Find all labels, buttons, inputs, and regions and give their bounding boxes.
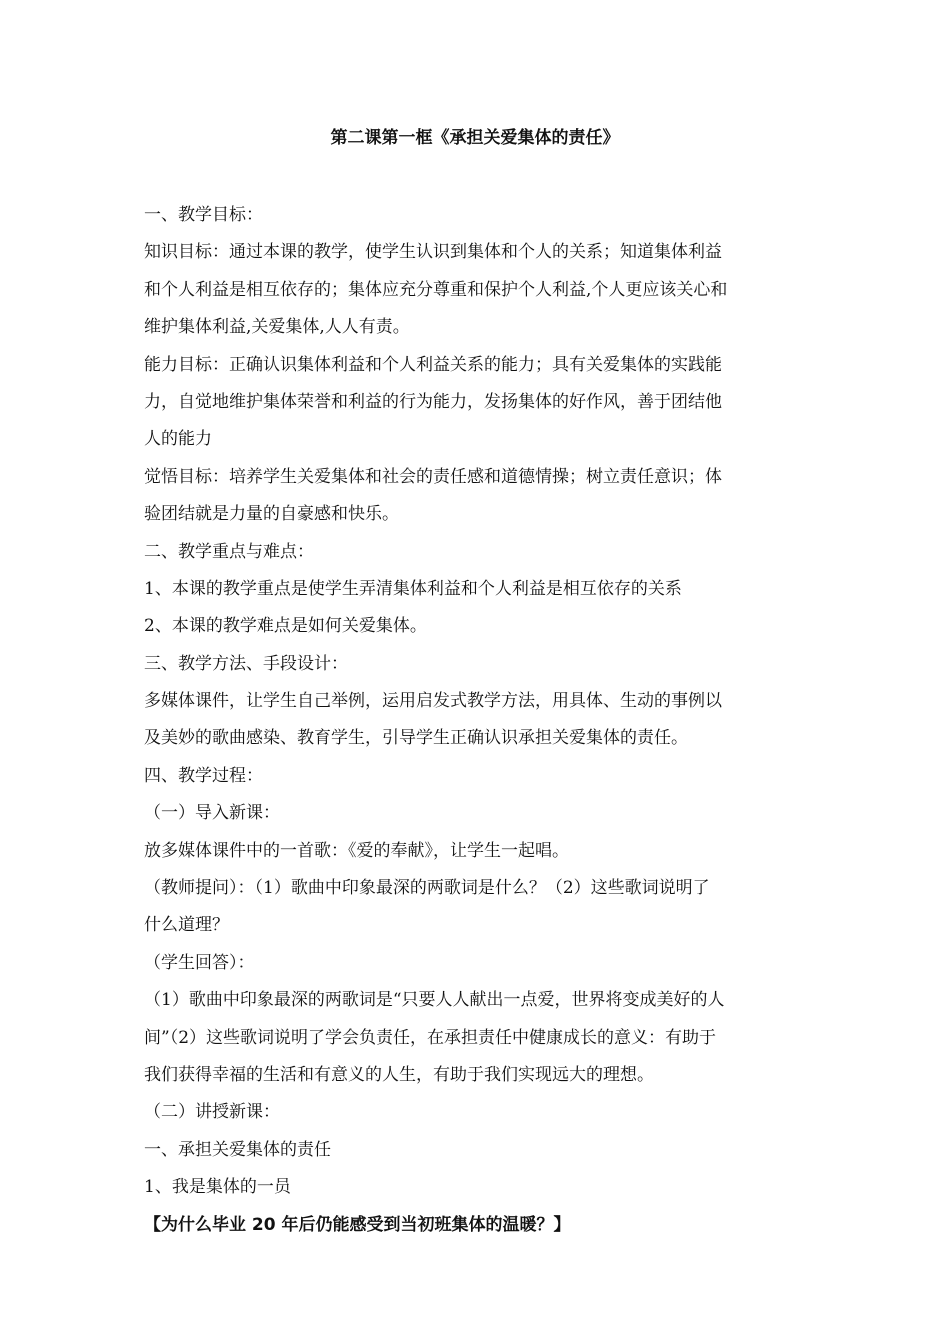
paragraph-line: 力，自觉地维护集体荣誉和利益的行为能力，发扬集体的好作风，善于团结他 <box>144 391 722 412</box>
paragraph-line: 1、本课的教学重点是使学生弄清集体利益和个人利益是相互依存的关系 <box>144 578 682 599</box>
paragraph-line: 放多媒体课件中的一首歌：《爱的奉献》，让学生一起唱。 <box>144 840 569 861</box>
question-line: 【为什么毕业 20 年后仍能感受到当初班集体的温暖？】 <box>144 1214 571 1235</box>
document-body <box>144 197 810 1244</box>
paragraph-line: 觉悟目标：培养学生关爱集体和社会的责任感和道德情操；树立责任意识；体 <box>144 466 722 487</box>
section-heading-methods: 三、教学方法、手段设计： <box>144 653 348 674</box>
paragraph-line: 我们获得幸福的生活和有意义的人生，有助于我们实现远大的理想。 <box>144 1064 654 1085</box>
paragraph-line: 和个人利益是相互依存的；集体应充分尊重和保护个人利益,个人更应该关心和 <box>144 279 728 300</box>
paragraph-line: 2、本课的教学难点是如何关爱集体。 <box>144 616 427 637</box>
section-heading-process: 四、教学过程： <box>144 765 263 786</box>
paragraph-line: 人的能力 <box>144 429 212 450</box>
paragraph-line: 一、承担关爱集体的责任 <box>144 1139 331 1160</box>
paragraph-line: 1、我是集体的一员 <box>144 1177 291 1198</box>
section-heading-objectives: 一、教学目标： <box>144 205 263 225</box>
paragraph-line: 能力目标：正确认识集体利益和个人利益关系的能力；具有关爱集体的实践能 <box>144 354 722 375</box>
paragraph-line: （学生回答）： <box>144 952 255 973</box>
paragraph-line: （教师提问）：（1）歌曲中印象最深的两歌词是什么？（2）这些歌词说明了 <box>144 878 710 899</box>
paragraph-line: （1）歌曲中印象最深的两歌词是“只要人人献出一点爱，世界将变成美好的人 <box>144 990 725 1011</box>
paragraph-line: 什么道理？ <box>144 915 229 936</box>
paragraph-line: 验团结就是力量的自豪感和快乐。 <box>144 504 399 525</box>
document-title: 第二课第一框《承担关爱集体的责任》 <box>330 128 620 148</box>
paragraph-line: 知识目标：通过本课的教学，使学生认识到集体和个人的关系；知道集体利益 <box>144 242 722 263</box>
subsection-heading-intro: （一）导入新课： <box>144 803 280 824</box>
paragraph-line: 维护集体利益,关爱集体,人人有责。 <box>144 317 410 338</box>
section-heading-key-points: 二、教学重点与难点： <box>144 541 314 562</box>
paragraph-line: 及美妙的歌曲感染、教育学生，引导学生正确认识承担关爱集体的责任。 <box>144 728 688 749</box>
subsection-heading-new-lesson: （二）讲授新课： <box>144 1102 280 1123</box>
paragraph-line: 间”（2）这些歌词说明了学会负责任，在承担责任中健康成长的意义：有助于 <box>144 1027 717 1048</box>
paragraph-line: 多媒体课件，让学生自己举例，运用启发式教学方法，用具体、生动的事例以 <box>144 691 722 712</box>
